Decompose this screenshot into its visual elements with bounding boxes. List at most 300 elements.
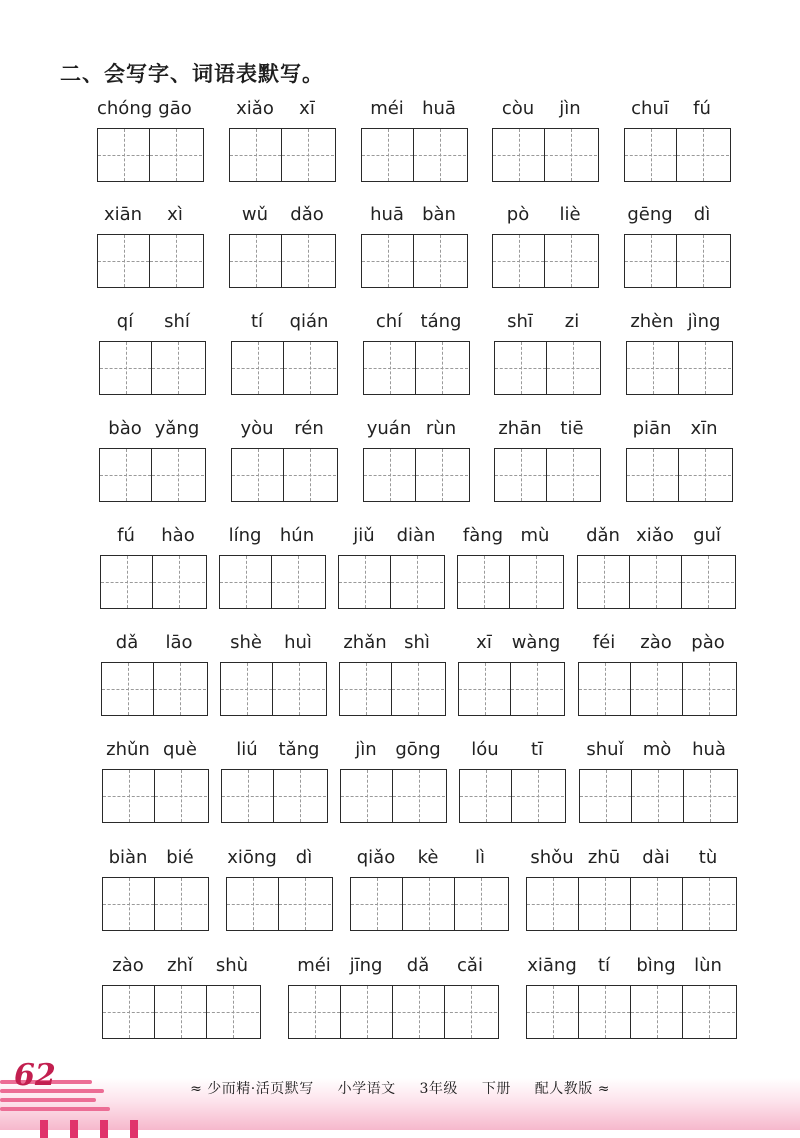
writing-cell[interactable] xyxy=(510,556,562,608)
pinyin-line xyxy=(579,739,738,769)
word-item xyxy=(457,525,564,609)
pinyin-syllable: jìn xyxy=(559,98,581,119)
pinyin-syllable: cǎi xyxy=(457,955,483,976)
writing-cell[interactable] xyxy=(578,556,630,608)
pinyin-syllable: diàn xyxy=(396,525,436,546)
pinyin-syllable: huì xyxy=(284,632,312,653)
writing-grid xyxy=(221,769,328,823)
writing-cell[interactable] xyxy=(221,663,273,715)
pinyin-syllable: mù xyxy=(520,525,550,546)
writing-cell[interactable] xyxy=(416,449,468,501)
writing-cell[interactable] xyxy=(340,663,392,715)
pinyin-syllable: dǎ xyxy=(115,632,139,653)
pinyin-syllable: xiǎo xyxy=(636,525,674,546)
pinyin-syllable: qiǎo xyxy=(356,847,396,868)
word-item xyxy=(350,847,509,931)
pinyin-syllable: táng xyxy=(420,311,462,332)
writing-cell[interactable] xyxy=(683,878,735,930)
pinyin-syllable: dài xyxy=(642,847,670,868)
writing-cell[interactable] xyxy=(630,556,682,608)
word-item xyxy=(624,98,731,182)
writing-cell[interactable] xyxy=(627,449,679,501)
pinyin-syllable: shī xyxy=(507,311,533,332)
pinyin-line xyxy=(97,204,204,234)
pinyin-line xyxy=(457,525,564,555)
word-item xyxy=(229,98,336,182)
writing-grid xyxy=(97,128,204,182)
pinyin-syllable: tī xyxy=(530,739,544,760)
writing-cell[interactable] xyxy=(460,770,512,822)
word-item xyxy=(494,418,601,502)
writing-cell[interactable] xyxy=(227,878,279,930)
writing-grid xyxy=(220,662,327,716)
word-item xyxy=(361,204,468,288)
writing-cell[interactable] xyxy=(455,878,507,930)
pinyin-syllable: xiān xyxy=(103,204,143,225)
pinyin-syllable: yuán xyxy=(366,418,412,439)
writing-cell[interactable] xyxy=(391,556,443,608)
writing-cell[interactable] xyxy=(459,663,511,715)
writing-grid xyxy=(526,877,737,931)
writing-grid xyxy=(231,448,338,502)
writing-cell[interactable] xyxy=(392,663,444,715)
writing-grid xyxy=(338,555,445,609)
writing-cell[interactable] xyxy=(100,449,152,501)
pinyin-syllable: huā xyxy=(370,204,404,225)
writing-grid xyxy=(458,662,565,716)
pinyin-line xyxy=(226,847,333,877)
pinyin-syllable: dì xyxy=(295,847,313,868)
writing-cell[interactable] xyxy=(102,663,154,715)
word-item xyxy=(221,739,328,823)
edition-label: 配人教版 xyxy=(534,1081,593,1097)
writing-cell[interactable] xyxy=(495,449,547,501)
footer-info xyxy=(0,1078,800,1098)
pinyin-syllable: lùn xyxy=(694,955,722,976)
pinyin-syllable: qí xyxy=(116,311,134,332)
section-title: 二、会写字、词语表默写。 xyxy=(60,62,324,86)
pinyin-line xyxy=(220,632,327,662)
word-item xyxy=(577,525,736,609)
pinyin-syllable: huā xyxy=(422,98,456,119)
writing-grid xyxy=(229,128,336,182)
writing-grid xyxy=(624,234,731,288)
writing-cell[interactable] xyxy=(625,235,677,287)
word-item xyxy=(363,311,470,395)
word-item xyxy=(579,739,738,823)
pinyin-syllable: dì xyxy=(693,204,711,225)
pinyin-syllable: xī xyxy=(476,632,492,653)
pinyin-syllable: xiǎo xyxy=(236,98,274,119)
writing-grid xyxy=(494,341,601,395)
writing-cell[interactable] xyxy=(155,770,207,822)
subject-label: 小学语文 xyxy=(337,1081,396,1097)
pinyin-syllable: xiōng xyxy=(227,847,277,868)
pinyin-line xyxy=(494,311,601,341)
pinyin-line xyxy=(339,632,446,662)
writing-cell[interactable] xyxy=(282,129,334,181)
pinyin-syllable: zhèn xyxy=(630,311,674,332)
writing-grid xyxy=(350,877,509,931)
pinyin-syllable: líng xyxy=(228,525,262,546)
writing-cell[interactable] xyxy=(273,663,325,715)
writing-cell[interactable] xyxy=(222,770,274,822)
word-item xyxy=(219,525,326,609)
word-item xyxy=(340,739,447,823)
writing-cell[interactable] xyxy=(284,342,336,394)
writing-grid xyxy=(579,769,738,823)
pinyin-syllable: gāo xyxy=(158,98,192,119)
writing-cell[interactable] xyxy=(341,770,393,822)
pinyin-syllable: shuǐ xyxy=(586,739,624,760)
writing-cell[interactable] xyxy=(103,878,155,930)
writing-cell[interactable] xyxy=(580,770,632,822)
pinyin-syllable: zhū xyxy=(587,847,621,868)
pinyin-line xyxy=(494,418,601,448)
word-item xyxy=(229,204,336,288)
pinyin-syllable: féi xyxy=(592,632,616,653)
writing-cell[interactable] xyxy=(677,235,729,287)
writing-cell[interactable] xyxy=(416,342,468,394)
pinyin-syllable: rùn xyxy=(425,418,457,439)
pinyin-line xyxy=(102,847,209,877)
writing-cell[interactable] xyxy=(101,556,153,608)
word-item xyxy=(102,847,209,931)
pinyin-syllable: jiǔ xyxy=(353,525,375,546)
word-item xyxy=(458,632,565,716)
pinyin-syllable: chí xyxy=(375,311,403,332)
writing-cell[interactable] xyxy=(632,770,684,822)
writing-cell[interactable] xyxy=(155,986,207,1038)
pinyin-syllable: bìng xyxy=(636,955,676,976)
pinyin-syllable: lóu xyxy=(471,739,499,760)
writing-grid xyxy=(101,662,208,716)
word-item xyxy=(97,204,204,288)
decoration-bar xyxy=(70,1120,78,1138)
pinyin-syllable: guǐ xyxy=(693,525,721,546)
pinyin-line xyxy=(626,311,733,341)
pinyin-line xyxy=(288,955,499,985)
writing-cell[interactable] xyxy=(458,556,510,608)
pinyin-syllable: fàng xyxy=(462,525,504,546)
pinyin-syllable: shí xyxy=(164,311,190,332)
writing-cell[interactable] xyxy=(547,342,599,394)
word-item xyxy=(624,204,731,288)
pinyin-line xyxy=(340,739,447,769)
word-item xyxy=(99,418,206,502)
pinyin-line xyxy=(350,847,509,877)
pinyin-line xyxy=(231,418,338,448)
writing-grid xyxy=(102,877,209,931)
writing-cell[interactable] xyxy=(625,129,677,181)
pinyin-line xyxy=(363,311,470,341)
writing-cell[interactable] xyxy=(98,129,150,181)
writing-cell[interactable] xyxy=(631,986,683,1038)
writing-cell[interactable] xyxy=(154,663,206,715)
pinyin-syllable: zhǐ xyxy=(167,955,193,976)
word-item xyxy=(459,739,566,823)
pinyin-syllable: gōng xyxy=(395,739,441,760)
pinyin-syllable: lāo xyxy=(165,632,193,653)
writing-grid xyxy=(339,662,446,716)
pinyin-syllable: kè xyxy=(417,847,439,868)
pinyin-syllable: méi xyxy=(370,98,404,119)
pinyin-syllable: shè xyxy=(230,632,262,653)
writing-cell[interactable] xyxy=(545,235,597,287)
pinyin-syllable: tǎng xyxy=(278,739,320,760)
series-name: 少而精·活页默写 xyxy=(207,1081,314,1097)
word-item xyxy=(626,311,733,395)
word-item xyxy=(101,632,208,716)
pinyin-syllable: qián xyxy=(289,311,329,332)
pinyin-syllable: hào xyxy=(161,525,195,546)
word-item xyxy=(339,632,446,716)
writing-cell[interactable] xyxy=(232,449,284,501)
writing-cell[interactable] xyxy=(493,129,545,181)
writing-cell[interactable] xyxy=(579,986,631,1038)
writing-cell[interactable] xyxy=(103,770,155,822)
writing-grid xyxy=(100,555,207,609)
word-item xyxy=(526,955,737,1039)
pinyin-syllable: pào xyxy=(691,632,725,653)
writing-grid xyxy=(229,234,336,288)
pinyin-syllable: piān xyxy=(632,418,672,439)
pinyin-syllable: zhǎn xyxy=(343,632,387,653)
writing-cell[interactable] xyxy=(230,129,282,181)
pinyin-syllable: biàn xyxy=(108,847,148,868)
writing-grid xyxy=(624,128,731,182)
writing-grid xyxy=(288,985,499,1039)
writing-cell[interactable] xyxy=(679,342,731,394)
writing-cell[interactable] xyxy=(351,878,403,930)
pinyin-syllable: zào xyxy=(640,632,672,653)
pinyin-syllable: bào xyxy=(108,418,142,439)
word-item xyxy=(226,847,333,931)
writing-cell[interactable] xyxy=(683,986,735,1038)
wave-icon: ≈ xyxy=(190,1081,203,1097)
writing-cell[interactable] xyxy=(579,878,631,930)
pinyin-syllable: dǎo xyxy=(290,204,324,225)
pinyin-syllable: gēng xyxy=(627,204,673,225)
pinyin-syllable: tiē xyxy=(560,418,584,439)
writing-cell[interactable] xyxy=(153,556,205,608)
writing-grid xyxy=(231,341,338,395)
pinyin-syllable: yǎng xyxy=(154,418,200,439)
writing-cell[interactable] xyxy=(545,129,597,181)
writing-cell[interactable] xyxy=(684,770,736,822)
writing-cell[interactable] xyxy=(274,770,326,822)
pinyin-syllable: rén xyxy=(294,418,324,439)
writing-grid xyxy=(361,128,468,182)
writing-cell[interactable] xyxy=(364,342,416,394)
writing-grid xyxy=(492,128,599,182)
writing-cell[interactable] xyxy=(152,449,204,501)
page-number: 62 xyxy=(14,1058,56,1093)
pinyin-syllable: xiāng xyxy=(527,955,577,976)
writing-cell[interactable] xyxy=(98,235,150,287)
pinyin-syllable: tù xyxy=(698,847,718,868)
writing-cell[interactable] xyxy=(279,878,331,930)
writing-grid xyxy=(577,555,736,609)
pinyin-syllable: shù xyxy=(215,955,249,976)
writing-cell[interactable] xyxy=(150,235,202,287)
footer-stripe xyxy=(0,1107,110,1111)
pinyin-line xyxy=(492,98,599,128)
word-item xyxy=(338,525,445,609)
pinyin-syllable: wàng xyxy=(511,632,561,653)
grade-label: 3年级 xyxy=(419,1081,458,1097)
writing-grid xyxy=(457,555,564,609)
word-item xyxy=(363,418,470,502)
writing-cell[interactable] xyxy=(677,129,729,181)
writing-cell[interactable] xyxy=(495,342,547,394)
pinyin-line xyxy=(99,418,206,448)
writing-grid xyxy=(626,341,733,395)
word-item xyxy=(231,418,338,502)
writing-cell[interactable] xyxy=(493,235,545,287)
pinyin-syllable: tí xyxy=(250,311,264,332)
decoration-bar xyxy=(40,1120,48,1138)
pinyin-line xyxy=(458,632,565,662)
pinyin-line xyxy=(578,632,737,662)
writing-cell[interactable] xyxy=(207,986,259,1038)
writing-grid xyxy=(363,341,470,395)
pinyin-line xyxy=(492,204,599,234)
writing-cell[interactable] xyxy=(627,342,679,394)
pinyin-syllable: jìng xyxy=(687,311,721,332)
writing-cell[interactable] xyxy=(527,986,579,1038)
pinyin-syllable: pò xyxy=(506,204,530,225)
writing-cell[interactable] xyxy=(150,129,202,181)
word-item xyxy=(102,955,261,1039)
word-item xyxy=(492,98,599,182)
pinyin-syllable: shì xyxy=(404,632,430,653)
word-item xyxy=(492,204,599,288)
writing-grid xyxy=(459,769,566,823)
word-item xyxy=(494,311,601,395)
pinyin-syllable: zi xyxy=(564,311,580,332)
writing-cell[interactable] xyxy=(362,235,414,287)
pinyin-syllable: shǒu xyxy=(530,847,574,868)
pinyin-syllable: yòu xyxy=(240,418,274,439)
word-item xyxy=(231,311,338,395)
writing-cell[interactable] xyxy=(512,770,564,822)
writing-grid xyxy=(494,448,601,502)
writing-cell[interactable] xyxy=(393,770,445,822)
pinyin-line xyxy=(361,98,468,128)
pinyin-syllable: fú xyxy=(117,525,135,546)
writing-cell[interactable] xyxy=(631,878,683,930)
writing-cell[interactable] xyxy=(414,129,466,181)
writing-cell[interactable] xyxy=(220,556,272,608)
pinyin-syllable: mò xyxy=(642,739,672,760)
wave-icon: ≈ xyxy=(597,1081,610,1097)
pinyin-syllable: huà xyxy=(692,739,726,760)
word-item xyxy=(361,98,468,182)
writing-cell[interactable] xyxy=(272,556,324,608)
pinyin-line xyxy=(101,632,208,662)
pinyin-syllable: bié xyxy=(166,847,194,868)
pinyin-syllable: chóng xyxy=(97,98,153,119)
word-item xyxy=(102,739,209,823)
writing-cell[interactable] xyxy=(414,235,466,287)
writing-cell[interactable] xyxy=(445,986,497,1038)
word-item xyxy=(99,311,206,395)
writing-cell[interactable] xyxy=(100,342,152,394)
pinyin-syllable: còu xyxy=(501,98,535,119)
pinyin-line xyxy=(219,525,326,555)
pinyin-line xyxy=(100,525,207,555)
word-item xyxy=(288,955,499,1039)
pinyin-line xyxy=(624,98,731,128)
pinyin-syllable: dǎ xyxy=(406,955,430,976)
writing-cell[interactable] xyxy=(289,986,341,1038)
pinyin-syllable: jīng xyxy=(349,955,383,976)
volume-label: 下册 xyxy=(481,1081,511,1097)
writing-cell[interactable] xyxy=(547,449,599,501)
pinyin-line xyxy=(229,98,336,128)
writing-cell[interactable] xyxy=(341,986,393,1038)
writing-grid xyxy=(99,341,206,395)
pinyin-syllable: zhǔn xyxy=(106,739,150,760)
writing-cell[interactable] xyxy=(403,878,455,930)
pinyin-syllable: xī xyxy=(299,98,315,119)
writing-grid xyxy=(102,769,209,823)
pinyin-syllable: xì xyxy=(167,204,183,225)
pinyin-syllable: què xyxy=(163,739,197,760)
pinyin-syllable: zào xyxy=(112,955,144,976)
pinyin-syllable: tí xyxy=(597,955,611,976)
writing-cell[interactable] xyxy=(579,663,631,715)
writing-cell[interactable] xyxy=(683,663,735,715)
pinyin-line xyxy=(626,418,733,448)
writing-grid xyxy=(363,448,470,502)
writing-cell[interactable] xyxy=(682,556,734,608)
pinyin-line xyxy=(338,525,445,555)
writing-cell[interactable] xyxy=(339,556,391,608)
writing-cell[interactable] xyxy=(511,663,563,715)
writing-cell[interactable] xyxy=(103,986,155,1038)
writing-cell[interactable] xyxy=(364,449,416,501)
decoration-bar xyxy=(130,1120,138,1138)
writing-cell[interactable] xyxy=(230,235,282,287)
pinyin-line xyxy=(97,98,204,128)
pinyin-line xyxy=(363,418,470,448)
pinyin-line xyxy=(577,525,736,555)
pinyin-line xyxy=(459,739,566,769)
writing-cell[interactable] xyxy=(155,878,207,930)
writing-cell[interactable] xyxy=(393,986,445,1038)
writing-grid xyxy=(226,877,333,931)
footer-stripe xyxy=(0,1098,96,1102)
writing-cell[interactable] xyxy=(152,342,204,394)
writing-cell[interactable] xyxy=(282,235,334,287)
writing-cell[interactable] xyxy=(527,878,579,930)
writing-cell[interactable] xyxy=(362,129,414,181)
word-item xyxy=(526,847,737,931)
writing-cell[interactable] xyxy=(631,663,683,715)
pinyin-syllable: fú xyxy=(693,98,711,119)
pinyin-line xyxy=(99,311,206,341)
writing-grid xyxy=(526,985,737,1039)
writing-cell[interactable] xyxy=(284,449,336,501)
writing-cell[interactable] xyxy=(232,342,284,394)
pinyin-syllable: hún xyxy=(279,525,315,546)
writing-grid xyxy=(97,234,204,288)
pinyin-syllable: liú xyxy=(236,739,258,760)
writing-cell[interactable] xyxy=(679,449,731,501)
writing-grid xyxy=(361,234,468,288)
